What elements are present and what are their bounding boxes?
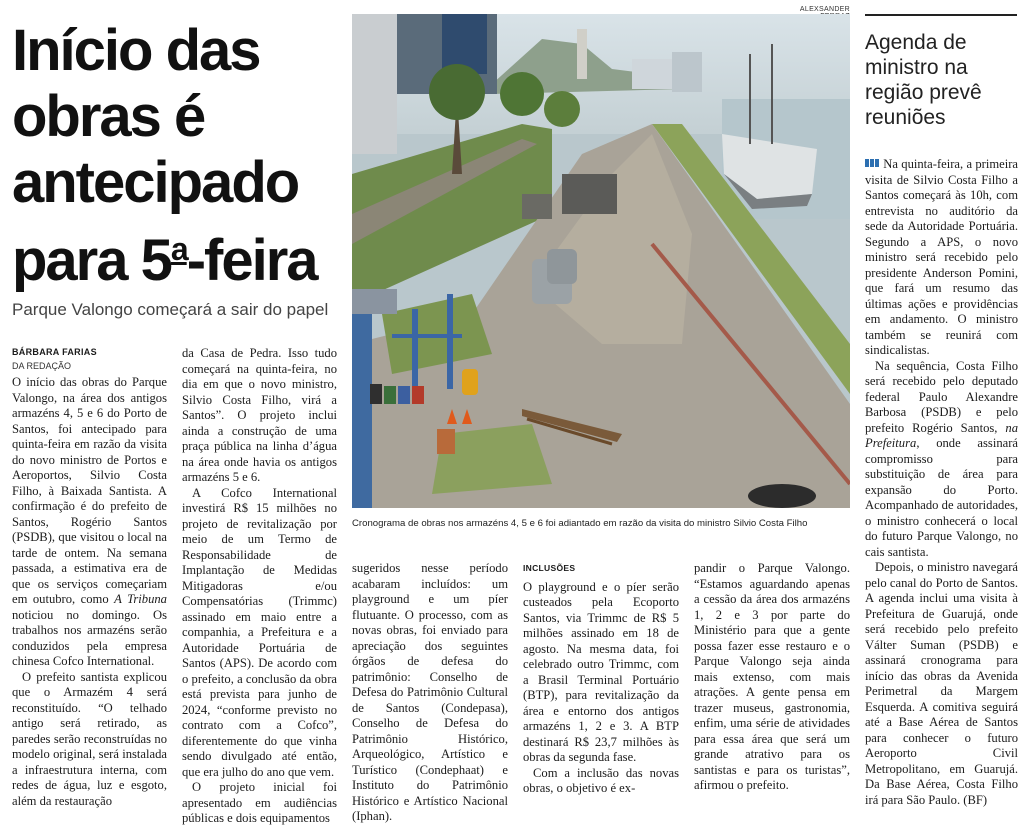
sidebar-p2a: Na sequência, Costa Filho será recebido pelo deputado federal Paulo Alexandre Barbosa (PSDB) e pelo prefeito Rogério Santos, bbox=[865, 358, 1018, 435]
subbyline: DA REDAÇÃO bbox=[12, 361, 72, 371]
col2-paragraph-1: da Casa de Pedra. Isso tudo começará na quinta-feira, no dia em que o novo ministro, Silvio Costa Filho, virá a Santos”. O projeto inclui ainda a construção de uma praça pública na linha d’água na área onde havia os antigos armazéns 5 e 6. bbox=[182, 346, 337, 484]
col3-paragraph-1: sugeridos nesse período acabaram incluídos: um playground e um píer flutuante. O processo, com as novas obras, foi enviado para apreciação dos seguintes órgãos de defesa do patrimônio: Conselho de Defesa do Patrimônio Cultural de Santos (Condepasa), Conselho de Defesa do Patrimônio Histórico, Arqueológico, Artístico e Turístico (Condephaat) e Instituto do Patrimônio Histórico e Artístico Nacional (Iphan). bbox=[352, 561, 508, 823]
sidebar-rule bbox=[865, 14, 1017, 16]
news-photo bbox=[352, 14, 850, 508]
article-column-4 bbox=[523, 561, 679, 797]
article-column-2 bbox=[182, 346, 337, 827]
col5-paragraph-1: pandir o Parque Valongo. “Estamos aguardando apenas a cessão da área dos armazéns 1, 2 e 3 por parte do Ministério para que a gente possa fazer esse restauro e o Parque Valongo seja ainda mais extenso, com mais atrações. A gente pensa em trazer museus, gastronomia, enfim, uma série de atividades para essa área que será um grande atrativo para os santistas e para os turistas”, afirmou o prefeito. bbox=[694, 561, 850, 792]
sidebar-title: Agenda de ministro na região prevê reuniões bbox=[865, 31, 982, 129]
blue-bar-icon bbox=[870, 159, 874, 167]
sidebar-p1-text: Na quinta-feira, a primeira visita de Silvio Costa Filho a Santos começará às 10h, com entrevista no auditório da sede da Autoridade Portuária. Segundo a APS, o novo ministro será recebido pelo presidente Anderson Pomini, que fará um resumo das últimas ações e providências em andamento. O ministro também se reunirá com sindicalistas. bbox=[865, 157, 1018, 357]
col1-p1-end: noticiou no domingo. Os trabalhos nos armazéns serão conduzidos pela empresa chinesa Cofco International. bbox=[12, 607, 167, 668]
col1-paragraph-2: O prefeito santista explicou que o Armazém 4 será reconstituído. “O telhado antigo será retirado, as paredes serão reconstruídas no modelo original, será instalada a infraestrutura interna, com redes de água, luz e esgoto, além da restauração bbox=[12, 669, 167, 808]
deck: Parque Valongo começará a sair do papel bbox=[12, 300, 329, 319]
blue-bar-icon bbox=[875, 159, 879, 167]
headline bbox=[12, 18, 352, 294]
sidebar-body bbox=[865, 157, 1018, 808]
col1-p1-text: O início das obras do Parque Valongo, na área dos antigos armazéns 4, 5 e 6 do Porto de Santos, foi antecipado para quinta-feira em razão da visita do novo ministro de Portos e Aeroportos, Silvio Costa Filho, à Baixada Santista. A confirmação é do prefeito de Santos, Rogério Santos (PSDB), que visitou o local na tarde de ontem. Na semana passada, a estimativa era de que os serviços começariam em outubro, como bbox=[12, 375, 167, 606]
sidebar-p2-italic: na Prefeitura bbox=[865, 420, 1018, 450]
byline: BÁRBARA FARIAS bbox=[12, 347, 97, 357]
photo-credit: ALEXSANDER bbox=[799, 6, 850, 13]
headline-line-1: Início das bbox=[12, 18, 260, 83]
col4-paragraph-2: Com a inclusão das novas obras, o objetivo é ex- bbox=[523, 765, 679, 795]
sidebar-paragraph-3: Depois, o ministro navegará pelo canal do Porto de Santos. A agenda inclui uma visita à Prefeitura de Guarujá, onde será recebido pelo prefeito Válter Suman (PSDB) e assinará cronograma para início das obras da Avenida Perimetral da Margem Esquerda. A comitiva seguirá até a Base Aérea de Santos para conhecer o futuro Aeroporto Civil Metropolitano, em Guarujá. Da Base Aérea, Costa Filho irá para São Paulo. (BF) bbox=[865, 560, 1018, 807]
port-construction-photo bbox=[352, 14, 850, 508]
section-heading: INCLUSÕES bbox=[523, 563, 576, 573]
col1-paragraph-1 bbox=[12, 375, 167, 670]
headline-ordinal: a bbox=[170, 231, 187, 267]
col1-p1-italic: A Tribuna bbox=[114, 592, 167, 606]
headline-line-4 bbox=[12, 216, 352, 294]
article-column-5 bbox=[694, 561, 850, 794]
sidebar-p2b: , onde assinará compromisso para substituição de área para expansão do Porto. Acompanhado de autoridades, o ministro conhecerá o local do futuro Parque Valongo, no cais santista. bbox=[865, 436, 1018, 559]
col2-paragraph-3: O projeto inicial foi apresentado em audiências públicas e dois equipamentos bbox=[182, 780, 337, 825]
sidebar-paragraph-2 bbox=[865, 359, 1018, 561]
article-column-1 bbox=[12, 375, 167, 809]
col2-paragraph-2: A Cofco International investirá R$ 15 milhões no projeto de revitalização por meio de um Termo de Responsabilidade de Implantação de Medidas Mitigadoras e/ou Compensatórias (Trimmc) assinado em maio entre a companhia, a Prefeitura e a Autoridade Portuária de Santos (APS). De acordo com o prefeito, a conclusão da obra está prevista para junho de 2024, “conforme previsto no contrato com a Cofco”, diferentemente do que vinha sendo divulgado até então, que era julho do ano que vem. bbox=[182, 485, 337, 779]
headline-line-4-pre: para 5 bbox=[12, 228, 171, 293]
headline-line-4-post: -feira bbox=[186, 228, 317, 293]
blue-bar-icon bbox=[865, 159, 869, 167]
article-column-3 bbox=[352, 561, 508, 825]
headline-line-2: obras é bbox=[12, 84, 205, 149]
headline-line-3: antecipado bbox=[12, 150, 299, 215]
col4-paragraph-1: O playground e o píer serão custeados pela Ecoporto Santos, via Trimmc de R$ 5 milhões assinado em 18 de agosto. Na mesma data, foi celebrado outro Trimmc, com a Brasil Terminal Portuário (BTP), para revitalização da área e entorno dos antigos armazéns 1, 2 e 3. A BTP destinará R$ 23,7 milhões às obras da segunda fase. bbox=[523, 579, 679, 764]
photo-caption: Cronograma de obras nos armazéns 4, 5 e 6 foi adiantado em razão da visita do ministro Silvio Costa Filho bbox=[352, 518, 808, 529]
sidebar-paragraph-1 bbox=[865, 157, 1018, 359]
